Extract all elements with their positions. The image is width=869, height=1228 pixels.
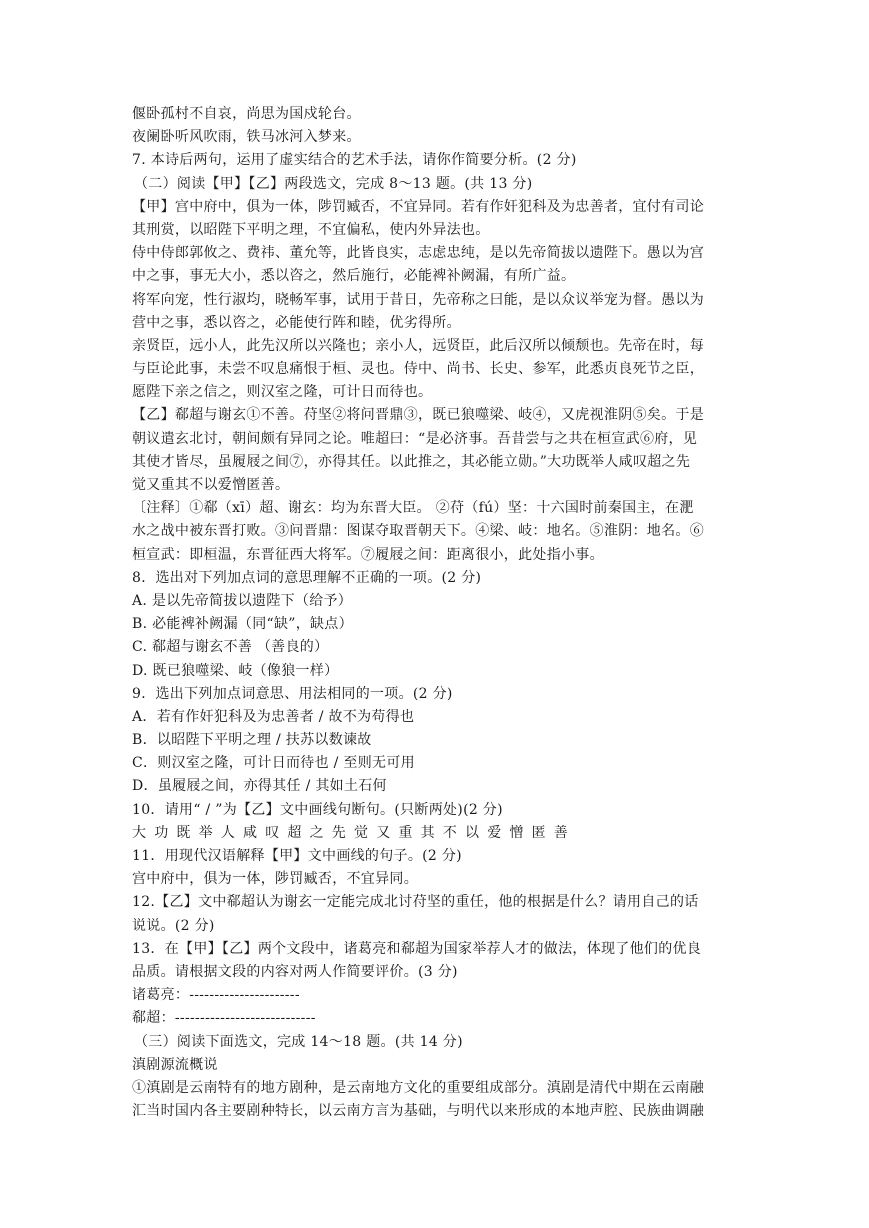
passage-jia-line-7: 亲贤臣，远小人，此先汉所以兴隆也；亲小人，远贤臣，此后汉所以倾颓也。先帝在时，每 xyxy=(132,337,704,354)
document-page xyxy=(132,103,742,1123)
passage-jia-line-5: 将军向宠，性行淑均，晓畅军事，试用于昔日，先帝称之曰能，是以众议举宠为督。愚以为 xyxy=(132,291,704,308)
passage-yi-line-4: 觉又重其不以爱憎匿善。 xyxy=(132,477,290,493)
answer-zhuge-liang: 诸葛亮：---------------------- xyxy=(132,987,300,1004)
annotation-line-1: 〔注释〕①郗（xī）超、谢玄：均为东晋大臣。 ②苻（fú）坚：十六国时前秦国主，在淝 xyxy=(132,500,694,517)
question-9: 9．选出下列加点词意思、用法相同的一项。(2 分) xyxy=(132,685,453,702)
question-10-sentence: 大功既举人咸叹超之先觉又重其不以爱憎匿善 xyxy=(132,824,576,841)
question-9-option-c: C．则汉室之隆，可计日而待也 / 至则无可用 xyxy=(132,755,415,772)
question-10: 10．请用“ / ”为【乙】文中画线句断句。(只断两处)(2 分) xyxy=(132,801,503,818)
question-9-option-a: A．若有作奸犯科及为忠善者 / 故不为苟得也 xyxy=(132,708,415,725)
poem-line-2: 夜阑卧听风吹雨，铁马冰河入梦来。 xyxy=(132,129,361,146)
passage-yi-line-1: 【乙】郗超与谢玄①不善。苻坚②将问晋鼎③，既已狼噬梁、岐④，又虎视淮阴⑤矣。于是 xyxy=(132,407,704,424)
question-13-line-1: 13．在【甲】【乙】两个文段中，诸葛亮和郗超为国家举荐人才的做法，体现了他们的优良 xyxy=(132,940,702,957)
question-8: 8．选出对下列加点词的意思理解不正确的一项。(2 分) xyxy=(132,569,482,586)
passage-yi-line-2: 朝议遣玄北讨，朝间颇有异同之论。唯超曰：“是必济事。吾昔尝与之共在桓宣武⑥府，见 xyxy=(132,430,698,447)
question-8-option-d: D. 既已狼噬梁、岐（像狼一样） xyxy=(132,662,339,679)
passage-jia-line-3: 侍中侍郎郭攸之、费祎、董允等，此皆良实，志虑忠纯，是以先帝简拔以遗陛下。愚以为宫 xyxy=(132,245,704,262)
question-7: 7. 本诗后两句，运用了虚实结合的艺术手法，请你作简要分析。(2 分) xyxy=(132,152,577,169)
passage-jia-line-6: 营中之事，悉以咨之，必能使行阵和睦，优劣得所。 xyxy=(132,314,461,331)
passage-yi-line-3: 其使才皆尽，虽履屐之间⑦，亦得其任。以此推之，其必能立勋。”大功既举人咸叹超之先 xyxy=(132,453,691,470)
question-13-line-2: 品质。请根据文段的内容对两人作简要评价。(3 分) xyxy=(132,963,458,980)
question-12-line-2: 说说。(2 分) xyxy=(132,917,215,934)
question-8-option-a: A. 是以先帝简拔以遗陛下（给予） xyxy=(132,592,353,609)
article-paragraph-1-line-1: ①滇剧是云南特有的地方剧种，是云南地方文化的重要组成部分。滇剧是清代中期在云南融 xyxy=(132,1079,704,1096)
passage-jia-line-4: 中之事，事无大小，悉以咨之，然后施行，必能裨补阙漏，有所广益。 xyxy=(132,268,576,285)
annotation-line-2: 水之战中被东晋打败。③问晋鼎：图谋夺取晋朝天下。④梁、岐：地名。⑤淮阴：地名。⑥ xyxy=(132,523,704,540)
passage-jia-line-2: 其刑赏，以昭陛下平明之理，不宜偏私，使内外异法也。 xyxy=(132,221,490,238)
poem-line-1: 偃卧孤村不自哀，尚思为国戍轮台。 xyxy=(132,106,361,122)
question-12-line-1: 12.【乙】文中郗超认为谢玄一定能完成北讨苻坚的重任，他的根据是什么？请用自己的话 xyxy=(132,894,699,911)
passage-jia-line-8: 与臣论此事，未尝不叹息痛恨于桓、灵也。侍中、尚书、长史、参军，此悉贞良死节之臣， xyxy=(132,361,704,378)
answer-xi-chao: 郗超：---------------------------- xyxy=(132,1010,316,1027)
passage-jia-line-1: 【甲】宫中府中，俱为一体，陟罚臧否，不宜异同。若有作奸犯科及为忠善者，宜付有司论 xyxy=(132,198,704,215)
question-9-option-b: B．以昭陛下平明之理 / 扶苏以数谏故 xyxy=(132,732,372,749)
passage-jia-line-9: 愿陛下亲之信之，则汉室之隆，可计日而待也。 xyxy=(132,384,433,401)
section-2-heading: （二）阅读【甲】【乙】两段选文，完成 8～13 题。(共 13 分) xyxy=(134,175,533,192)
question-11: 11．用现代汉语解释【甲】文中画线的句子。(2 分) xyxy=(132,848,462,864)
section-3-heading: （三）阅读下面选文，完成 14～18 题。(共 14 分) xyxy=(134,1033,463,1050)
article-title: 滇剧源流概说 xyxy=(132,1056,218,1073)
question-9-option-d: D．虽履屐之间，亦得其任 / 其如土石何 xyxy=(132,778,387,795)
question-8-option-c: C. 郗超与谢玄不善 （善良的） xyxy=(132,639,329,656)
question-11-sentence: 宫中府中，俱为一体，陟罚臧否，不宜异同。 xyxy=(132,871,418,888)
question-8-option-b: B. 必能裨补阙漏（同“缺”，缺点） xyxy=(132,616,353,633)
article-paragraph-1-line-2: 汇当时国内各主要剧种特长，以云南方言为基础，与明代以来形成的本地声腔、民族曲调融 xyxy=(132,1103,704,1120)
annotation-line-3: 桓宣武：即桓温，东晋征西大将军。⑦履屐之间：距离很小，此处指小事。 xyxy=(132,546,604,563)
